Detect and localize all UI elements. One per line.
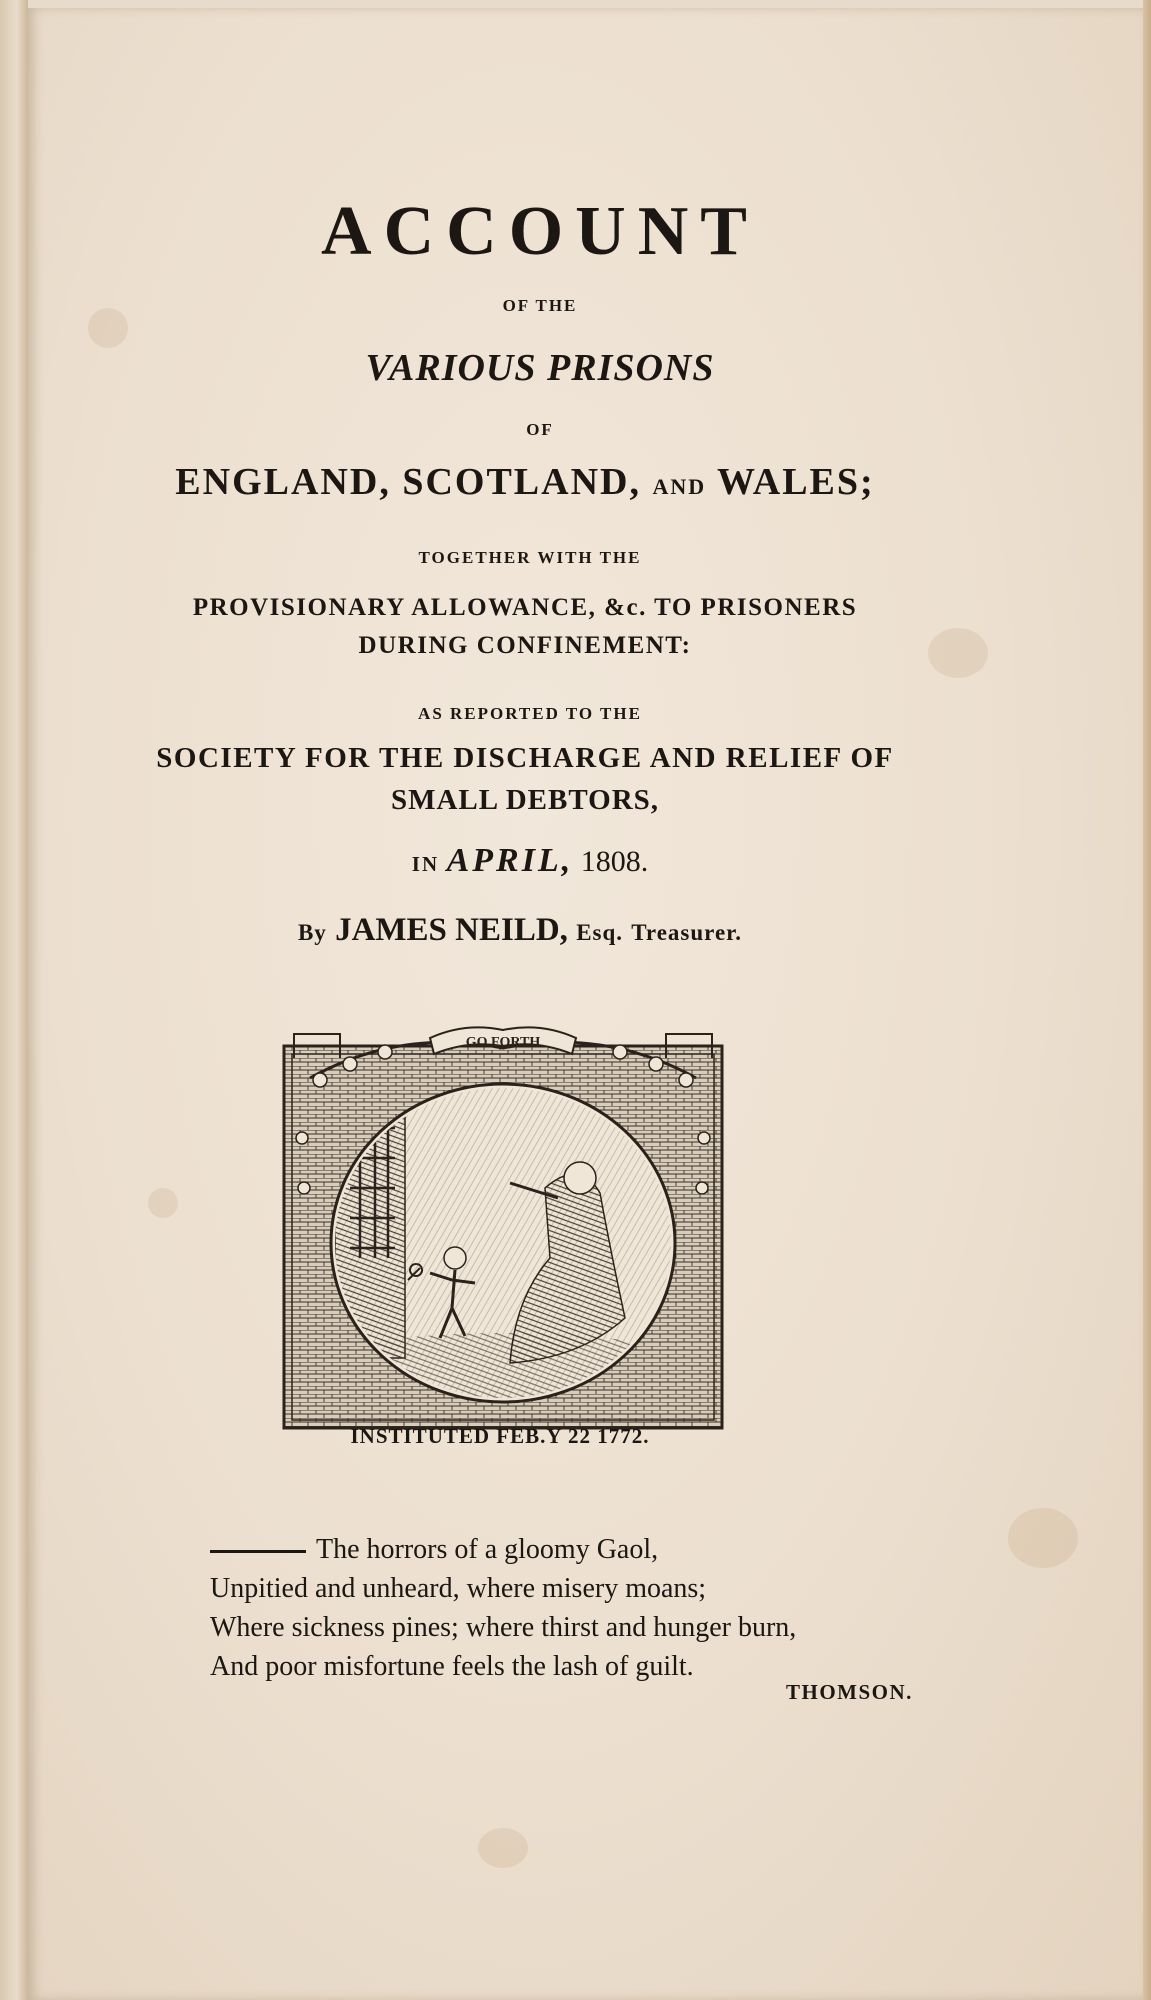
countries-and: AND (652, 474, 707, 499)
as-reported: AS REPORTED TO THE (418, 704, 642, 723)
provisionary-line-1: PROVISIONARY ALLOWANCE, &c. TO PRISONERS (192, 594, 858, 621)
author-by: By (297, 920, 327, 945)
provisionary-line-2: DURING CONFINEMENT: (358, 632, 692, 659)
book-title: ACCOUNT (321, 193, 759, 270)
countries-part1: ENGLAND, SCOTLAND, (175, 461, 641, 503)
date-in: IN (411, 852, 440, 876)
poem-line-4: And poor misfortune feels the lash of guilt. (210, 1651, 694, 1682)
author-line (0, 912, 1040, 949)
poem-line-1-text: The horrors of a gloomy Gaol, (316, 1534, 659, 1565)
poem-line-3: Where sickness pines; where thirst and hunger burn, (210, 1612, 797, 1643)
subtitle-of-the: OF THE (502, 296, 578, 315)
page-edge (1143, 0, 1151, 2000)
date-year: 1808. (580, 845, 649, 878)
countries-part2: WALES; (716, 461, 875, 503)
em-dash-rule (210, 1550, 306, 1553)
poem-line-1 (210, 1530, 796, 1569)
publication-date (0, 842, 1060, 880)
society-line-1: SOCIETY FOR THE DISCHARGE AND RELIEF OF (156, 742, 894, 774)
epigraph-poem (210, 1530, 796, 1686)
author-role: Treasurer. (631, 920, 743, 945)
poem-attribution: THOMSON. (786, 1680, 913, 1704)
poem-line-2: Unpitied and unheard, where misery moans; (210, 1573, 707, 1604)
author-name: JAMES NEILD, (335, 912, 568, 948)
subtitle-of: OF (526, 420, 554, 439)
author-esq: Esq. (576, 920, 624, 945)
subtitle-countries (0, 460, 1050, 504)
vignette-caption: INSTITUTED FEB.Y 22 1772. (350, 1424, 650, 1448)
society-line-2: SMALL DEBTORS, (390, 784, 660, 816)
subtitle-together: TOGETHER WITH THE (418, 548, 642, 567)
vignette-motto: GO FORTH (465, 1035, 541, 1050)
subtitle-various-prisons: VARIOUS PRISONS (365, 347, 715, 389)
date-month: APRIL, (446, 842, 574, 879)
engraved-vignette (280, 1018, 726, 1432)
